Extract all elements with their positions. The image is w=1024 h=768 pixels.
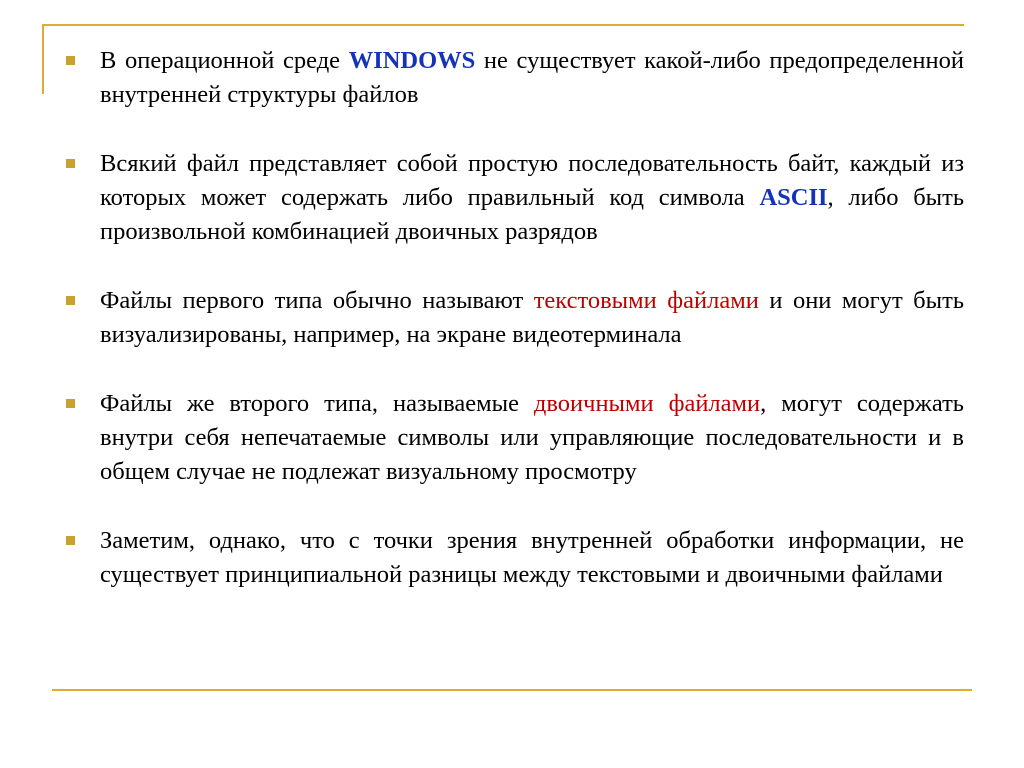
bottom-rule — [52, 689, 972, 691]
square-bullet-icon — [66, 56, 75, 65]
bullet-text: Файлы же второго типа, называемые двоичными файлами, могут содержать внутри себя непечатаемые символы или управляющие последовательности и в общем случае не подлежат визуальному просмотру — [100, 390, 964, 485]
bullet-text: Заметим, однако, что с точки зрения внутренней обработки информации, не существует принципиальной разницы между текстовыми и двоичными файлами — [100, 527, 964, 588]
top-rule — [42, 24, 964, 26]
bullet-item-windows — [66, 44, 964, 112]
highlight-ascii: ASCII — [759, 184, 828, 211]
highlight-windows: WINDOWS — [348, 47, 476, 74]
bullet-item-binary-files — [66, 387, 964, 489]
square-bullet-icon — [66, 159, 75, 168]
bullet-text: Файлы первого типа обычно называют текстовыми файлами и они могут быть визуализированы, например, на экране видеотерминала — [100, 287, 964, 348]
square-bullet-icon — [66, 296, 75, 305]
square-bullet-icon — [66, 536, 75, 545]
bullet-text: В операционной среде WINDOWS не существует какой-либо предопределенной внутренней структуры файлов — [100, 47, 964, 108]
bullet-item-ascii — [66, 147, 964, 249]
bullet-item-text-files — [66, 284, 964, 352]
bullet-item-no-difference — [66, 524, 964, 592]
slide-content — [66, 44, 964, 627]
left-rule — [42, 24, 44, 94]
highlight-text-files: текстовыми файлами — [533, 287, 759, 314]
square-bullet-icon — [66, 399, 75, 408]
highlight-binary-files: двоичными файлами — [533, 390, 761, 417]
bullet-text: Всякий файл представляет собой простую последовательность байт, каждый из которых может содержать либо правильный код символа ASCII, либо быть произвольной комбинацией двоичных разрядов — [100, 150, 965, 245]
